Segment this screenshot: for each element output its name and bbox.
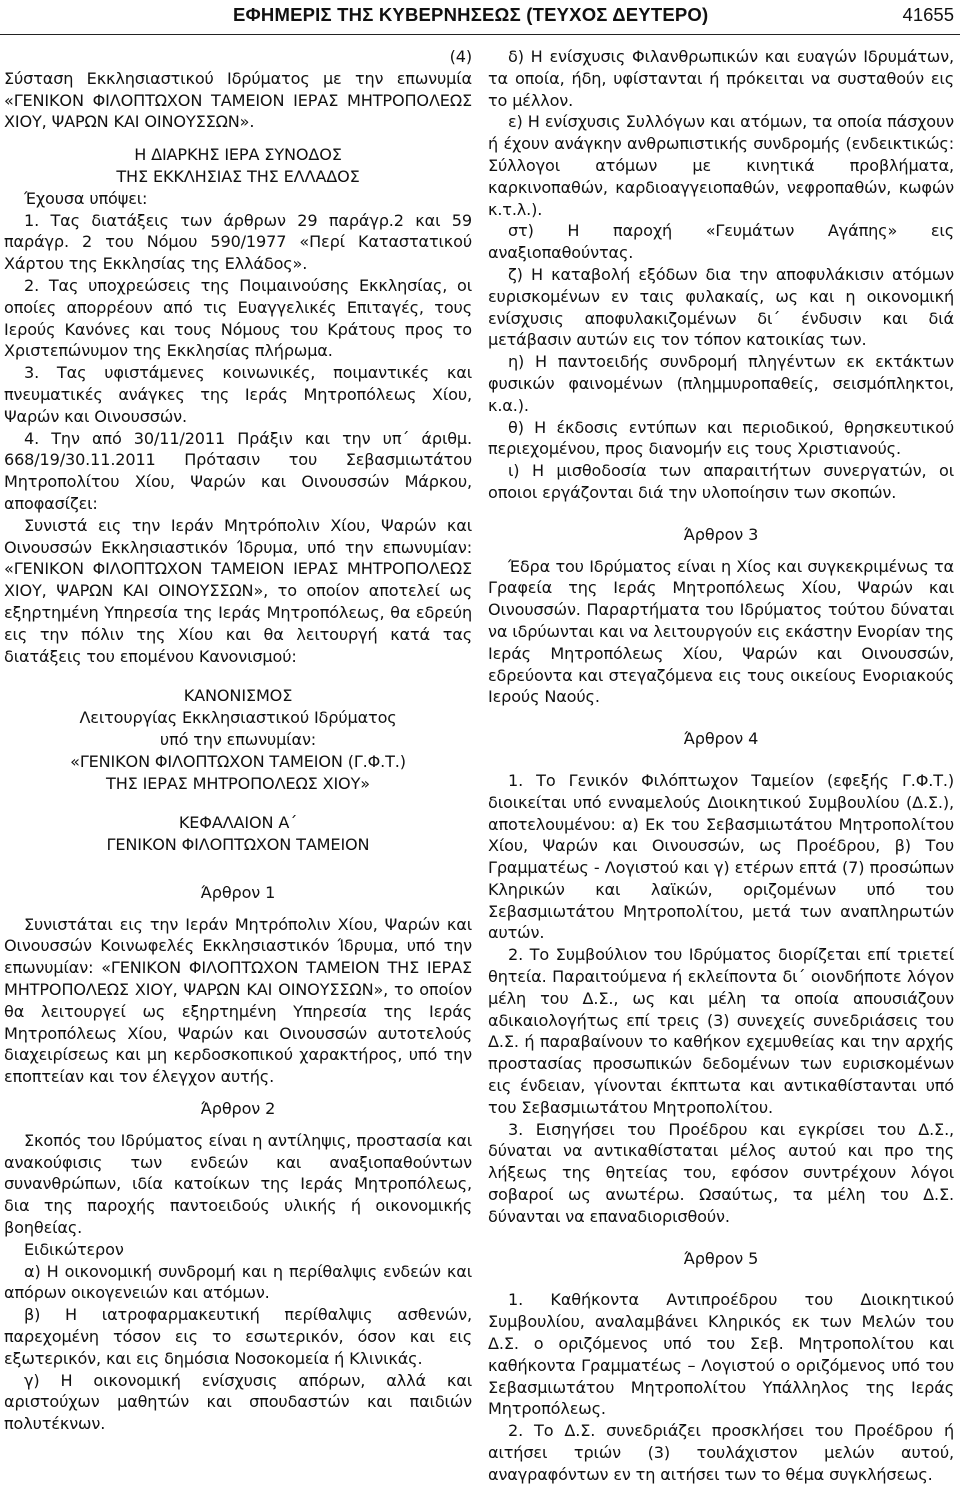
specifically-label: Ειδικώτερον: [24, 1239, 124, 1259]
gazette-title: ΕΦΗΜΕΡΙΣ ΤΗΣ ΚΥΒΕΡΝΗΣΕΩΣ (ΤΕΥΧΟΣ ΔΕΥΤΕΡΟ): [233, 4, 709, 25]
regard-3: 3. Τας υφιστάμενες κοινωνικές, ποιμαντικές και πνευματικές ανάγκες της Ιεράς Μητροπόλεως Χίου, Ψαρών και Οινουσσών.: [4, 363, 472, 426]
page-header: [0, 0, 960, 35]
article-4-para-3: 3. Εισηγήσει του Προέδρου και εγκρίσει του Δ.Σ., δύναται να αντικαθίσταται μέλος αυτού και προ της λήξεως της θητείας του, εφόσον συντρέχουν λόγοι σοβαροί ως ανωτέρω. Ωσαύτως, τα μέλη του Δ.Σ. δύνανται να επαναδιορισθούν.: [488, 1119, 954, 1226]
decision-text: Συνιστά εις την Ιεράν Μητρόπολιν Χίου, Ψαρών και Οινουσσών Εκκλησιαστικόν Ίδρυμα, υπό την επωνυμίαν: «ΓΕΝΙΚΟΝ ΦΙΛΟΠΤΩΧΟΝ ΤΑΜΕΙΟΝ ΙΕΡΑΣ ΜΗΤΡΟΠΟΛΕΩΣ ΧΙΟΥ, ΨΑΡΩΝ ΚΑΙ ΟΙΝΟΥΣΣΩΝ», το οποίον αποτελεί ως εξηρτημένη Υπηρεσία της Ιεράς Μητροπόλεως, θα εδρεύη εις την πόλιν της Χίου και θα λειτουργή κατά τας διατάξεις του επομένου Κανονισμού:: [4, 515, 472, 666]
regulation-subtitle-2: υπό την επωνυμίαν:: [159, 729, 317, 749]
article-4-para-1: 1. Το Γενικόν Φιλόπτωχον Ταμείον (εφεξής Γ.Φ.Τ.) διοικείται υπό ενναμελούς Διοικητικού Συμβουλίου (Δ.Σ.), αποτελουμένου: α) Εκ του Σεβασμιωτάτου Μητροπολίτου Χίου, Ψαρών και Οινουσσών, ως Προέδρου, β) Του Γραμματέως - Λογιστού και γ) ετέρων επτά (7) προσώπων Κληρικών και λαϊκών, οριζομένων υπό του Σεβασμιωτάτου Μητροπολίτου, μετά των αναπληρωτών αυτών.: [488, 770, 954, 943]
regulation-subtitle-1: Λειτουργίας Εκκλησιαστικού Ιδρύματος: [79, 708, 397, 728]
having-regard: Έχουσα υπόψει:: [24, 188, 148, 208]
article-2-heading: Άρθρον 2: [200, 1099, 276, 1119]
item-number: (4): [449, 47, 472, 66]
article-1-heading: Άρθρον 1: [200, 882, 276, 902]
regulation-title: ΚΑΝΟΝΙΣΜΟΣ: [183, 686, 293, 706]
article-5-heading: Άρθρον 5: [683, 1248, 759, 1268]
article-1-text: Συνιστάται εις την Ιεράν Μητρόπολιν Χίου, Ψαρών και Οινουσσών Κοινωφελές Εκκλησιαστικόν Ίδρυμα, υπό την επωνυμίαν: «ΓΕΝΙΚΟΝ ΦΙΛΟΠΤΩΧΟΝ ΤΑΜΕΙΟΝ ΤΗΣ ΙΕΡΑΣ ΜΗΤΡΟΠΟΛΕΩΣ ΧΙΟΥ, ΨΑΡΩΝ ΚΑΙ ΟΙΝΟΥΣΣΩΝ», το οποίον θα λειτουργεί ως εξηρτημένη Υπηρεσία της Ιεράς Μητροπόλεως Χίου, Ψαρών και Οινουσσών αυτοτελούς διαχειρίσεως και μη κερδοσκοπικού χαρακτήρος, υπό την εποπτείαν και τον έλεγχον αυτής.: [4, 914, 472, 1087]
regard-4: 4. Την από 30/11/2011 Πράξιν και την υπ΄ άριθμ. 668/19/30.11.2011 Πρότασιν του Σεβασμιωτάτου Μητροπολίτου Χίου, Ψαρών και Οινουσσών Μάρκου, αποφασίζει:: [4, 428, 472, 513]
item-z: ζ) Η καταβολή εξόδων δια την αποφυλάκισιν ατόμων ευρισκομένων εν ταις φυλακαίς, ως και η οικονομική ενίσχυσις αποφυλακιζομένων δι΄ ένδυσιν και διά μετάβασιν αυτών εις τον τόπον κατοικίας των.: [488, 264, 954, 350]
regard-2: 2. Τας υποχρεώσεις της Ποιμαινούσης Εκκλησίας, οι οποίες απορρέουν από τις Ευαγγελικές Επιταγές, τους Ιερούς Κανόνες και τους Νόμους του Κράτους προς το Χριστεπώνυμον της Εκκλησίας πλήρωμα.: [4, 275, 472, 361]
article-3-heading: Άρθρον 3: [683, 524, 759, 544]
regard-1: 1. Τας διατάξεις των άρθρων 29 παράγρ.2 και 59 παράγρ. 2 του Νόμου 590/1977 «Περί Καταστατικού Χάρτου της Εκκλησίας της Ελλάδος».: [4, 210, 472, 274]
item-b: β) Η ιατροφαρμακευτική περίθαλψις ασθενών, παρεχομένη τόσον εις το εσωτερικόν, όσον και εις εξωτερικόν, και εις δημόσια Νοσοκομεία ή Κλινικάς.: [4, 1305, 472, 1368]
article-5-para-1: 1. Καθήκοντα Αντιπροέδρου του Διοικητικού Συμβουλίου, αναλαμβάνει Κληρικός εκ των Μελών του Δ.Σ. ο οριζόμενος υπό του Σεβ. Μητροπολίτου και καθήκοντα Γραμματέως – Λογιστού ο οριζόμενος υπό του Σεβασμιωτάτου Μητροπολίτου Υπάλληλος της Ιεράς Μητροπόλεως.: [488, 1290, 954, 1419]
article-4-para-2: 2. Το Συμβούλιον του Ιδρύματος διορίζεται επί τριετεί θητεία. Παραιτούμενα ή εκλείποντα δι΄ οιονδήποτε λόγον μέλη του Δ.Σ., ως και μέλη τα οποία απουσιάζουν αδικαιολογήτως επί τρεις (3) συνεχείς συνεδριάσεις του Δ.Σ. ή παραβαίνουν το καθήκον εχεμυθείας και την αρχής προστασίας προσωπικών δεδομένων των ευρισκομένων εις ένδειαν, γίνονται έκπτωτα και αντικαθίστανται υπό του Σεβασμιωτάτου Μητροπολίτου.: [488, 945, 954, 1117]
item-th: θ) Η έκδοσις εντύπων και περιοδικού, θρησκευτικού περιεχομένου, προς διανομήν εις τους Χριστιανούς.: [488, 417, 954, 459]
article-3-text: Έδρα του Ιδρύματος είναι η Χίος και συγκεκριμένως τα Γραφεία της Ιεράς Μητροπόλεως Χίου, Ψαρών και Οινουσσών. Παραρτήματα του Ιδρύματος τούτου δύναται να ιδρύωνται και να λειτουργούν εις εκάστην Ενορίαν της Ιεράς Μητροπόλεως Χίου, Ψαρών και Οινουσσών, εδρεύοντα και στεγαζόμενα εις τους οικείους Ενοριακούς Ιερούς Ναούς.: [488, 556, 954, 707]
chapter-title: ΓΕΝΙΚΟΝ ΦΙΛΟΠΤΩΧΟΝ ΤΑΜΕΙΟΝ: [106, 835, 370, 855]
synod-line-1: Η ΔΙΑΡΚΗΣ ΙΕΡΑ ΣΥΝΟΔΟΣ: [134, 145, 342, 165]
item-i: ι) Η μισθοδοσία των απαραιτήτων συνεργατών, οι οποιοι εργάζονται διά την υλοποίησιν των σκοπών.: [488, 461, 954, 502]
synod-line-2: ΤΗΣ ΕΚΚΛΗΣΙΑΣ ΤΗΣ ΕΛΛΑΔΟΣ: [116, 166, 360, 186]
left-column: [4, 46, 472, 1435]
item-st: στ) Η παροχή «Γευμάτων Αγάπης» εις αναξιοπαθούντας.: [488, 221, 954, 263]
item-h: η) Η παντοειδής συνδρομή πληγέντων εκ εκτάκτων φυσικών φαινομένων (πλημμυροπαθείς, σεισμόπληκτοι, κ.α.).: [488, 352, 954, 415]
item-d: δ) Η ενίσχυσις Φιλανθρωπικών και ευαγών Ιδρυμάτων, τα οποία, ήδη, υφίστανται ή πρόκειται να συσταθούν εις το μέλλον.: [488, 47, 954, 110]
page-number: 41655: [902, 4, 954, 25]
item-a: α) Η οικονομική συνδρομή και η περίθαλψις ενδεών και απόρων οικογενειών και ατόμων.: [4, 1261, 472, 1303]
article-2-text: Σκοπός του Ιδρύματος είναι η αντίληψις, προστασία και ανακούφισις των ενδεών και αναξιοπαθούντων συνανθρώπων, ιδία κατοίκων της Ιεράς Μητροπόλεως, δια της παροχής παντοειδούς υλικής ή οικονομικής βοηθείας.: [4, 1130, 472, 1238]
right-column: [488, 46, 954, 1486]
chapter-heading: ΚΕΦΑΛΑΙΟΝ Α΄: [178, 813, 298, 833]
item-c: γ) Η οικονομική ενίσχυσις απόρων, αλλά και αριστούχων μαθητών και σπουδαστών και παιδιών πολυτέκνων.: [4, 1370, 472, 1434]
regulation-subtitle-3: «ΓΕΝΙΚΟΝ ΦΙΛΟΠΤΩΧΟΝ ΤΑΜΕΙΟΝ (Γ.Φ.Τ.): [70, 751, 406, 771]
intro-title: Σύσταση Εκκλησιαστικού Ιδρύματος με την επωνυμία «ΓΕΝΙΚΟΝ ΦΙΛΟΠΤΩΧΟΝ ΤΑΜΕΙΟΝ ΙΕΡΑΣ ΜΗΤΡΟΠΟΛΕΩΣ ΧΙΟΥ, ΨΑΡΩΝ ΚΑΙ ΟΙΝΟΥΣΣΩΝ».: [4, 68, 472, 132]
regulation-subtitle-4: ΤΗΣ ΙΕΡΑΣ ΜΗΤΡΟΠΟΛΕΩΣ ΧΙΟΥ»: [106, 773, 370, 793]
article-5-para-2: 2. Το Δ.Σ. συνεδριάζει προσκλήσει του Προέδρου ή αιτήσει τριών (3) τουλάχιστον μελών αυτού, αναγραφόντων εν τη αιτήσει των το θέμα συγκλήσεως.: [488, 1421, 954, 1484]
item-e: ε) Η ενίσχυσις Συλλόγων και ατόμων, τα οποία πάσχουν ή έχουν ανάγκην ανθρωπιστικής συνδρομής (ενδεικτικώς: Σύλλογοι ατόμων με κινητικά προβλήματα, καρκινοπαθών, καρδιοαγγειοπαθών, νεφροπαθών, κωφών κ.τ.λ.).: [488, 112, 954, 219]
article-4-heading: Άρθρον 4: [683, 729, 759, 749]
